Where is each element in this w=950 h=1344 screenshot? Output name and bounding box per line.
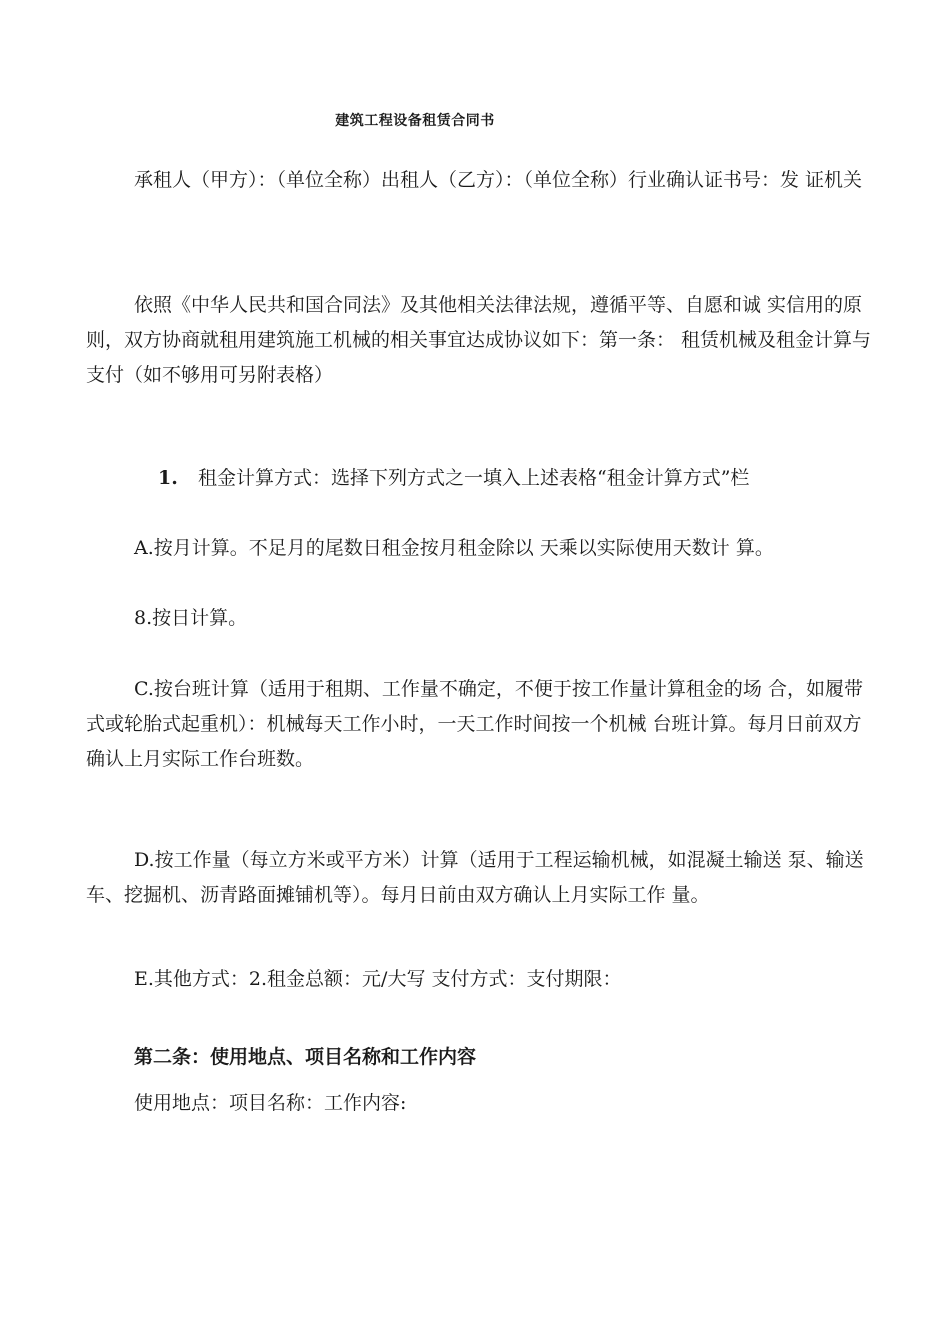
parties-paragraph: 承租人（甲方）：（单位全称）出租人（乙方）：（单位全称）行业确认证书号：发 证机关 <box>134 169 863 191</box>
option-d-paragraph: D.按工作量（每立方米或平方米）计算（适用于工程运输机械，如混凝土输送 泵、输送车、挖掘机、沥青路面摊铺机等）。每月日前由双方确认上月实际工作 量。 <box>86 849 864 906</box>
article-2-fields: 使用地点：项目名称：工作内容: <box>134 1092 407 1114</box>
option-a-paragraph: A.按月计算。不足月的尾数日租金按月租金除以 天乘以实际使用天数计 算。 <box>134 537 774 559</box>
option-e-paragraph: E.其他方式：2.租金总额：元/大写 支付方式：支付期限： <box>134 968 622 990</box>
item-1 <box>158 461 878 496</box>
document-title: 建筑工程设备租赁合同书 <box>335 113 495 129</box>
option-b-paragraph: 8.按日计算。 <box>134 607 248 629</box>
option-c-paragraph: C.按台班计算（适用于租期、工作量不确定，不便于按工作量计算租金的场 合，如履带式或轮胎式起重机）：机械每天工作小时，一天工作时间按一个机械 台班计算。每月日前双方确认上月实际工作台班数。 <box>86 678 863 770</box>
article-2-heading: 第二条：使用地点、项目名称和工作内容 <box>134 1046 477 1068</box>
preamble-paragraph: 依照《中华人民共和国合同法》及其他相关法律法规，遵循平等、自愿和诚 实信用的原则，双方协商就租用建筑施工机械的相关事宜达成协议如下：第一条： 租赁机械及租金计算与支付（如不够用可另附表格） <box>86 294 872 386</box>
item-1-number: 1. <box>158 467 178 489</box>
item-1-text: 租金计算方式：选择下列方式之一填入上述表格“租金计算方式”栏 <box>198 467 750 489</box>
